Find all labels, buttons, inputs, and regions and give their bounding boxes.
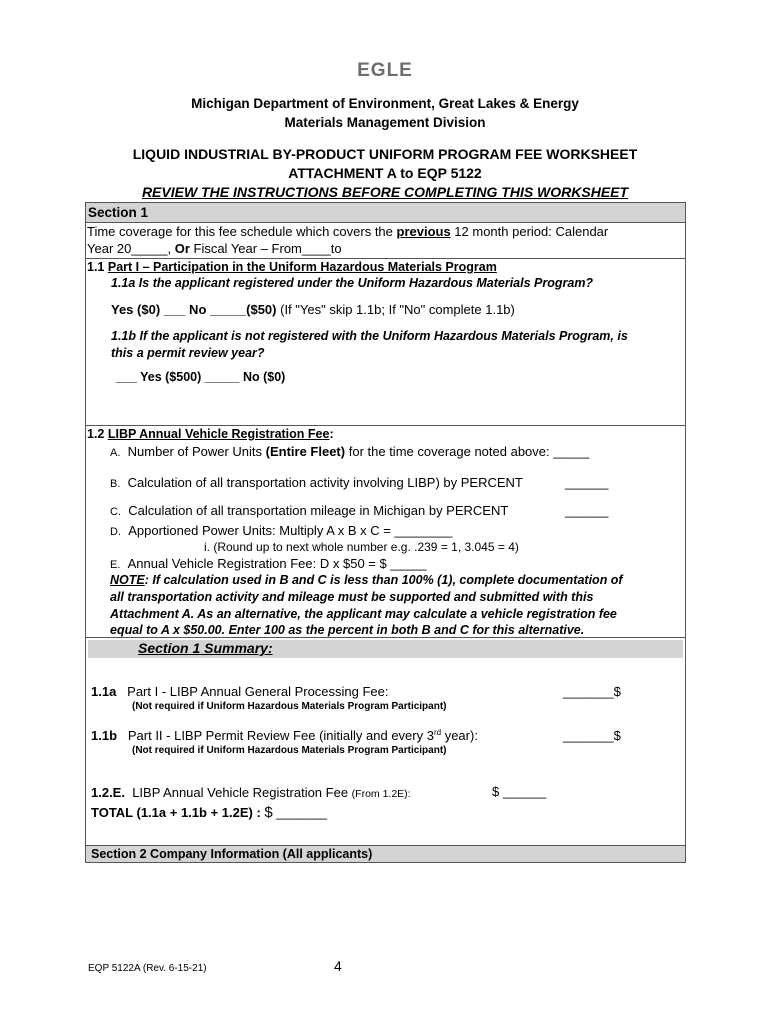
section1-heading: Section 1 [88, 205, 149, 220]
answer-1-1a[interactable]: Yes ($0) ___ No _____($50) (If "Yes" skip 1.1b; If "No" complete 1.1b) [111, 302, 515, 317]
item-b-blank[interactable]: ______ [565, 475, 609, 490]
egle-logo: EGLE [357, 60, 413, 81]
attachment-title: ATTACHMENT A to EQP 5122 [288, 165, 482, 181]
item-d-rounding-note: i. (Round up to next whole number e.g. .239 = 1, 3.045 = 4) [204, 540, 519, 554]
division-name: Materials Management Division [284, 115, 486, 130]
item-d[interactable]: D. Apportioned Power Units: Multiply A x B x C = ________ [110, 523, 453, 538]
note-line4: equal to A x $50.00. Enter 100 as the percent in both B and C for this alternative. [110, 623, 585, 637]
previous-term: previous [396, 224, 451, 239]
section1-heading-bar [85, 202, 686, 223]
instructions-notice: REVIEW THE INSTRUCTIONS BEFORE COMPLETING THIS WORKSHEET [141, 184, 629, 200]
item-c-blank[interactable]: ______ [565, 503, 609, 518]
summary-row-1-1b: 1.1b Part II - LIBP Permit Review Fee (initially and every 3rd year): [91, 728, 478, 743]
summary-1-1b-amount[interactable]: _______$ [563, 728, 621, 743]
coverage-line2: Year 20_____, Or Fiscal Year – From____to [87, 241, 342, 256]
item-b[interactable]: B. Calculation of all transportation activity involving LIBP) by PERCENT [110, 475, 523, 490]
summary-heading: Section 1 Summary: [138, 640, 273, 656]
summary-heading-bar [88, 640, 683, 658]
section2-heading-bar [85, 845, 686, 863]
part2-box [85, 425, 686, 638]
worksheet-title: LIQUID INDUSTRIAL BY-PRODUCT UNIFORM PROGRAM FEE WORKSHEET [132, 146, 638, 162]
note-line2: all transportation activity and mileage must be supported and submitted with this [110, 590, 594, 604]
part2-title: 1.2 LIBP Annual Vehicle Registration Fee: [87, 427, 334, 441]
item-a[interactable]: A. Number of Power Units (Entire Fleet) for the time coverage noted above: _____ [110, 444, 590, 459]
summary-1-1a-note: (Not required if Uniform Hazardous Materials Program Participant) [132, 701, 447, 712]
question-1-1b-line1: 1.1b If the applicant is not registered with the Uniform Hazardous Materials Program, is [111, 329, 628, 343]
org-name: Michigan Department of Environment, Great Lakes & Energy [191, 96, 579, 111]
summary-1-1b-note: (Not required if Uniform Hazardous Materials Program Participant) [132, 745, 447, 756]
item-c[interactable]: C. Calculation of all transportation mileage in Michigan by PERCENT [110, 503, 509, 518]
summary-row-1-2e: 1.2.E. LIBP Annual Vehicle Registration Fee (From 1.2E): [91, 785, 411, 800]
note-line3: Attachment A. As an alternative, the applicant may calculate a vehicle registration fee [110, 607, 617, 621]
summary-1-2e-amount[interactable]: $ ______ [492, 784, 547, 799]
total-row[interactable]: TOTAL (1.1a + 1.1b + 1.2E) : $ _______ [91, 804, 327, 821]
note-line1: NOTE: If calculation used in B and C is less than 100% (1), complete documentation of [110, 573, 623, 587]
coverage-row [85, 222, 686, 259]
section2-heading: Section 2 Company Information (All applicants) [91, 847, 373, 861]
coverage-line1: Time coverage for this fee schedule which covers the previous 12 month period: Calendar [87, 224, 609, 239]
form-id: EQP 5122A (Rev. 6-15-21) [88, 963, 207, 974]
question-1-1a: 1.1a Is the applicant registered under the Uniform Hazardous Materials Program? [111, 276, 594, 290]
summary-1-1a-amount[interactable]: _______$ [563, 684, 621, 699]
answer-1-1b[interactable]: ___ Yes ($500) _____ No ($0) [116, 370, 286, 384]
item-e[interactable]: E. Annual Vehicle Registration Fee: D x $50 = $ _____ [110, 556, 427, 571]
question-1-1b-line2: this a permit review year? [111, 346, 265, 360]
part1-box [85, 258, 686, 426]
page-number: 4 [334, 958, 342, 974]
summary-box [85, 637, 686, 846]
summary-row-1-1a: 1.1a Part I - LIBP Annual General Processing Fee: [91, 684, 389, 699]
part1-title: 1.1 Part I – Participation in the Uniform Hazardous Materials Program [87, 260, 497, 274]
